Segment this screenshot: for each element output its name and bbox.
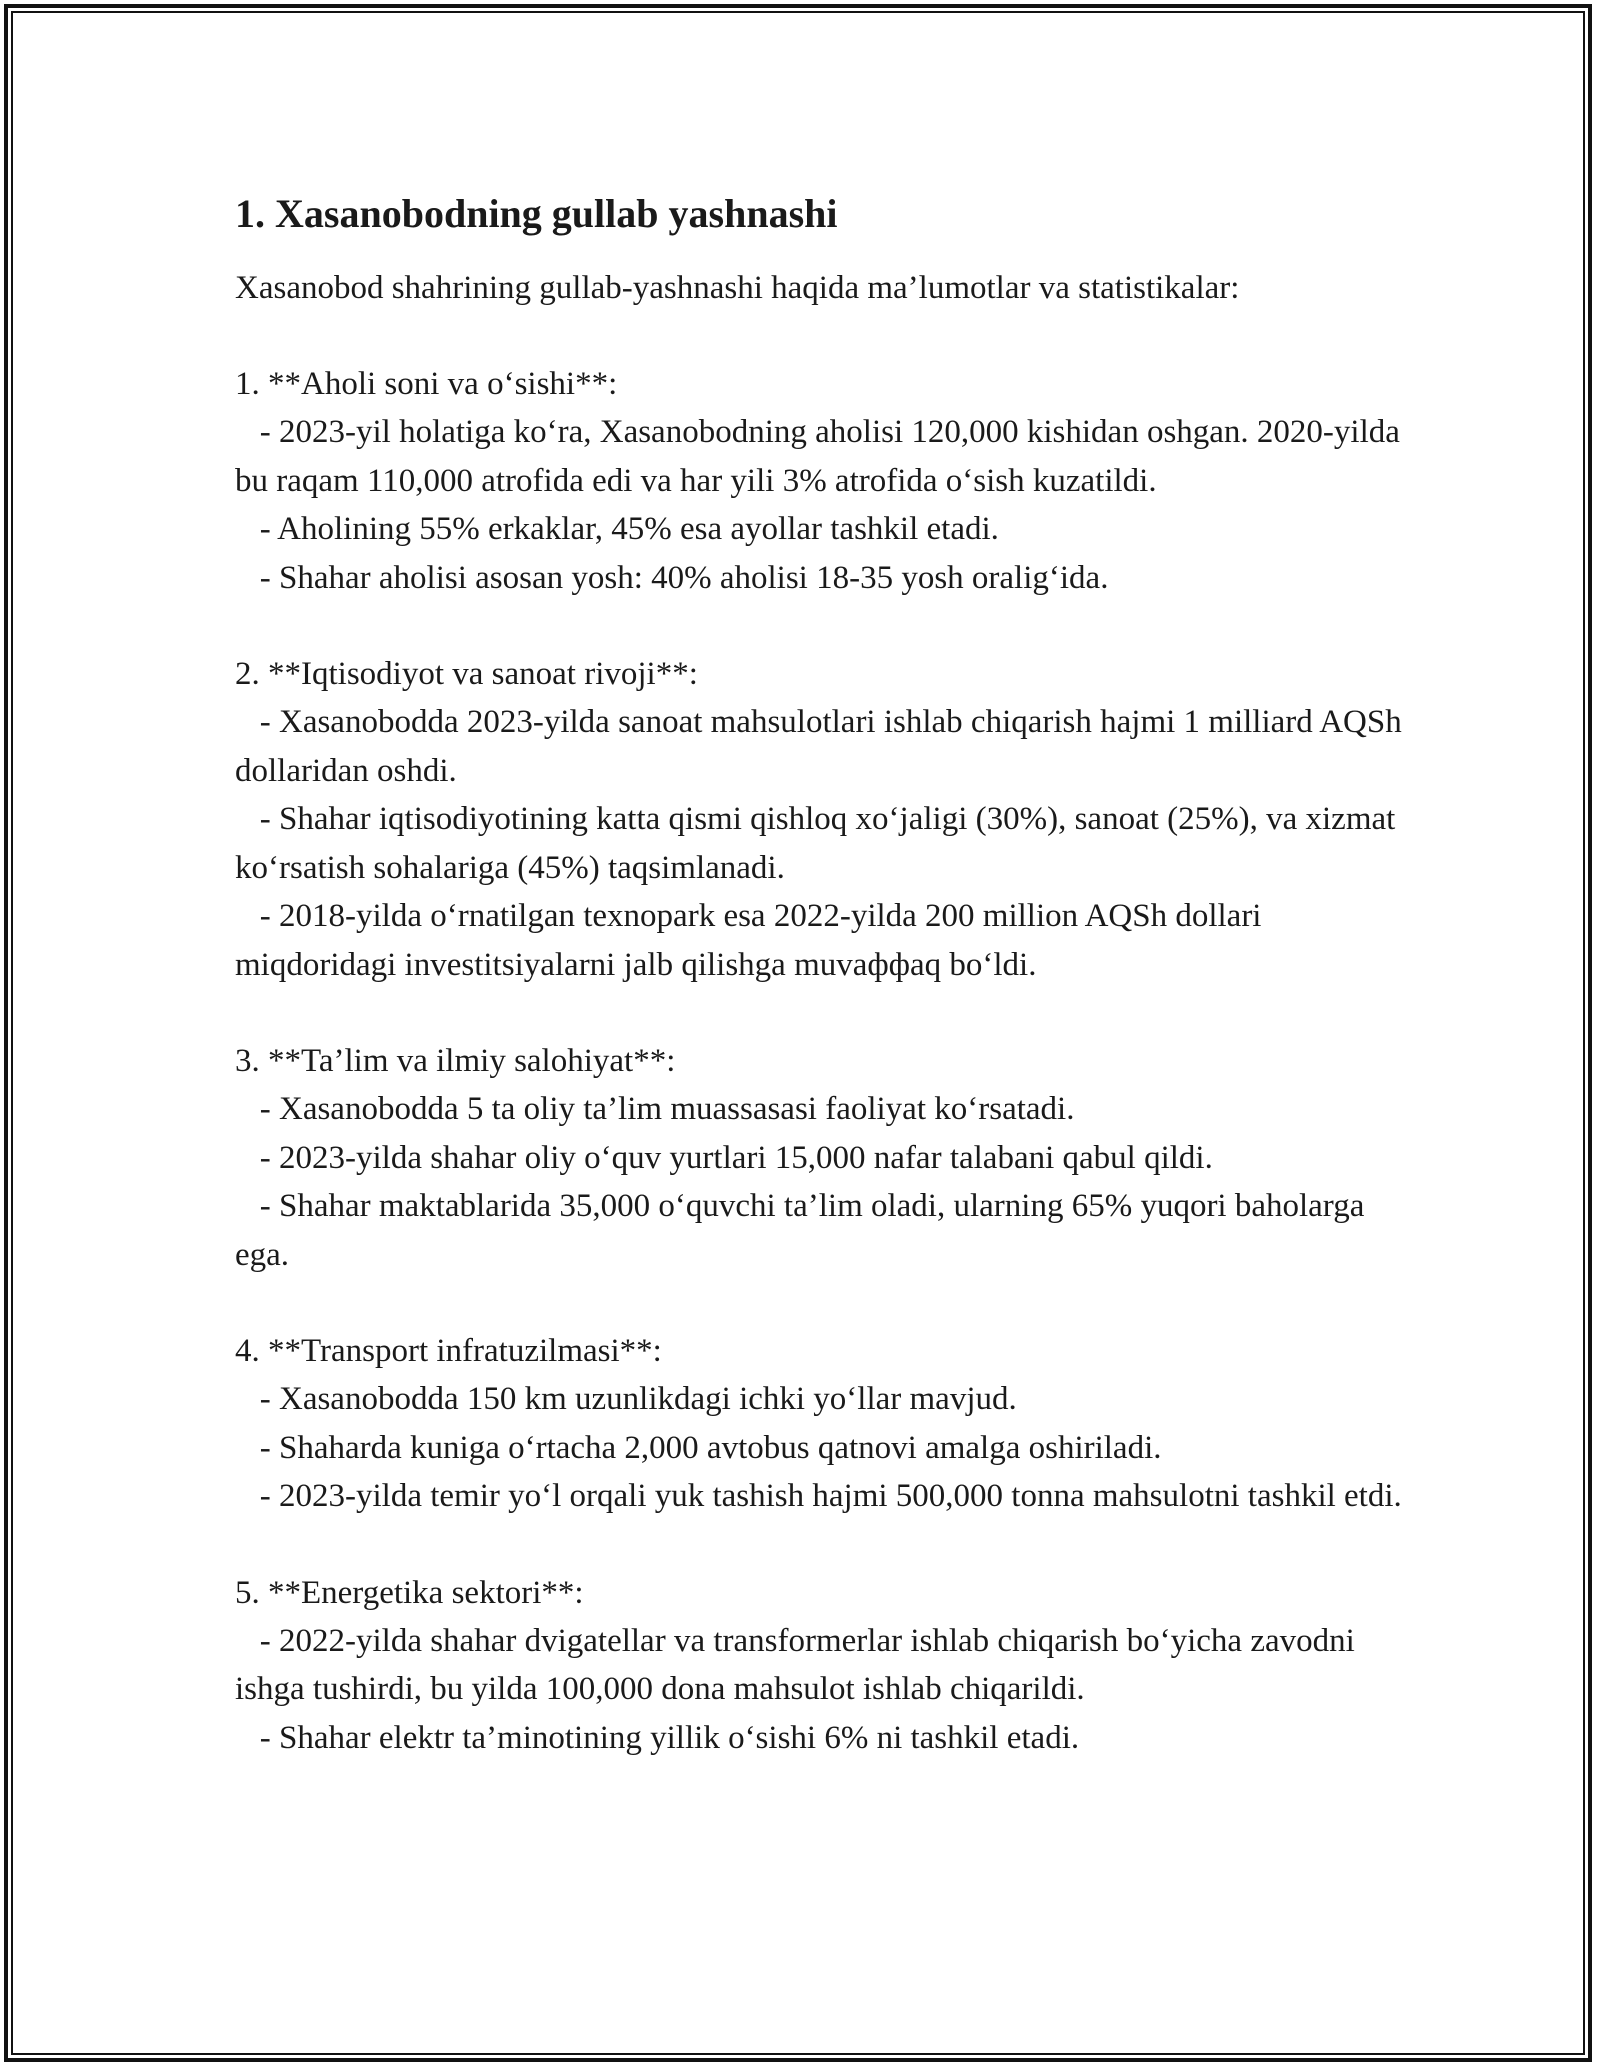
item-indent	[235, 1188, 260, 1224]
list-item	[235, 1375, 1405, 1424]
list-item	[235, 1134, 1405, 1183]
item-text: - Xasanobodda 150 km uzunlikdagi ichki yo‘llar mavjud.	[259, 1381, 1017, 1417]
intro-paragraph: Xasanobod shahrining gullab-yashnashi haqida ma’lumotlar va statistikalar:	[235, 270, 1240, 306]
item-indent	[235, 1430, 260, 1466]
section-2	[235, 650, 1405, 989]
item-indent	[235, 898, 260, 934]
page-title: 1. Xasanobodning gullab yashnashi	[235, 191, 838, 236]
sections-container	[235, 360, 1405, 1762]
item-indent	[235, 1381, 260, 1417]
list-item	[235, 1472, 1405, 1521]
item-text: - 2023-yilda temir yo‘l orqali yuk tashish hajmi 500,000 tonna mahsulotni tashkil etdi.	[259, 1478, 1402, 1514]
section-1	[235, 360, 1405, 602]
item-indent	[235, 560, 260, 596]
item-text: - Xasanobodda 5 ta oliy ta’lim muassasasi faoliyat ko‘rsatadi.	[259, 1091, 1075, 1127]
section-title: 3. **Ta’lim va ilmiy salohiyat**:	[235, 1043, 676, 1079]
item-text: - 2022-yilda shahar dvigatellar va transformerlar ishlab chiqarish bo‘yicha zavodni ishga tushirdi, bu yilda 100,000 dona mahsulot ishlab chiqarildi.	[235, 1622, 1355, 1707]
item-indent	[235, 1720, 260, 1756]
item-text: - 2018-yilda o‘rnatilgan texnopark esa 2022-yilda 200 million AQSh dollari miqdoridagi investitsiyalarni jalb qilishga muvaффaq bo‘ldi.	[235, 898, 1262, 983]
item-text: - Shahar aholisi asosan yosh: 40% aholisi 18-35 yosh oralig‘ida.	[259, 559, 1109, 596]
list-item	[235, 892, 1405, 989]
list-item	[235, 408, 1405, 505]
list-item	[235, 795, 1405, 892]
list-item	[235, 698, 1405, 795]
item-indent	[235, 1091, 260, 1127]
item-indent	[235, 414, 260, 450]
item-text: - Xasanobodda 2023-yilda sanoat mahsulotlari ishlab chiqarish hajmi 1 milliard AQSh dollaridan oshdi.	[235, 704, 1402, 789]
item-text: - Shahar maktablarida 35,000 o‘quvchi ta’lim oladi, ularning 65% yuqori baholarga ega.	[235, 1188, 1365, 1273]
list-item	[235, 1085, 1405, 1134]
item-indent	[235, 1140, 260, 1176]
document-body	[235, 184, 1405, 1762]
section-title: 2. **Iqtisodiyot va sanoat rivoji**:	[235, 656, 698, 692]
item-indent	[235, 1478, 260, 1514]
list-item	[235, 1714, 1405, 1763]
section-title: 4. **Transport infratuzilmasi**:	[235, 1333, 662, 1369]
item-text: - 2023-yil holatiga ko‘ra, Xasanobodning aholisi 120,000 kishidan oshgan. 2020-yilda bu raqam 110,000 atrofida edi va har yili 3% atrofida o‘sish kuzatildi.	[235, 414, 1400, 499]
item-text: - Shahar iqtisodiyotining katta qismi qishloq xo‘jaligi (30%), sanoat (25%), va xizmat ko‘rsatish sohalariga (45%) taqsimlanadi.	[235, 801, 1396, 886]
item-text: - Aholining 55% erkaklar, 45% esa ayollar tashkil etadi.	[259, 511, 999, 547]
list-item	[235, 1424, 1405, 1473]
section-title: 1. **Aholi soni va o‘sishi**:	[235, 366, 618, 402]
list-item	[235, 1182, 1405, 1279]
section-3	[235, 1037, 1405, 1279]
item-indent	[235, 801, 260, 837]
item-indent	[235, 511, 260, 547]
item-text: - 2023-yilda shahar oliy o‘quv yurtlari 15,000 nafar talabani qabul qildi.	[259, 1139, 1213, 1176]
section-4	[235, 1327, 1405, 1521]
list-item	[235, 554, 1405, 603]
item-text: - Shahar elektr ta’minotining yillik o‘sishi 6% ni tashkil etadi.	[259, 1719, 1080, 1756]
list-item	[235, 505, 1405, 554]
item-indent	[235, 704, 260, 740]
item-indent	[235, 1623, 260, 1659]
section-5	[235, 1569, 1405, 1763]
item-text: - Shaharda kuniga o‘rtacha 2,000 avtobus qatnovi amalga oshiriladi.	[259, 1429, 1162, 1466]
list-item	[235, 1617, 1405, 1714]
section-title: 5. **Energetika sektori**:	[235, 1574, 584, 1611]
